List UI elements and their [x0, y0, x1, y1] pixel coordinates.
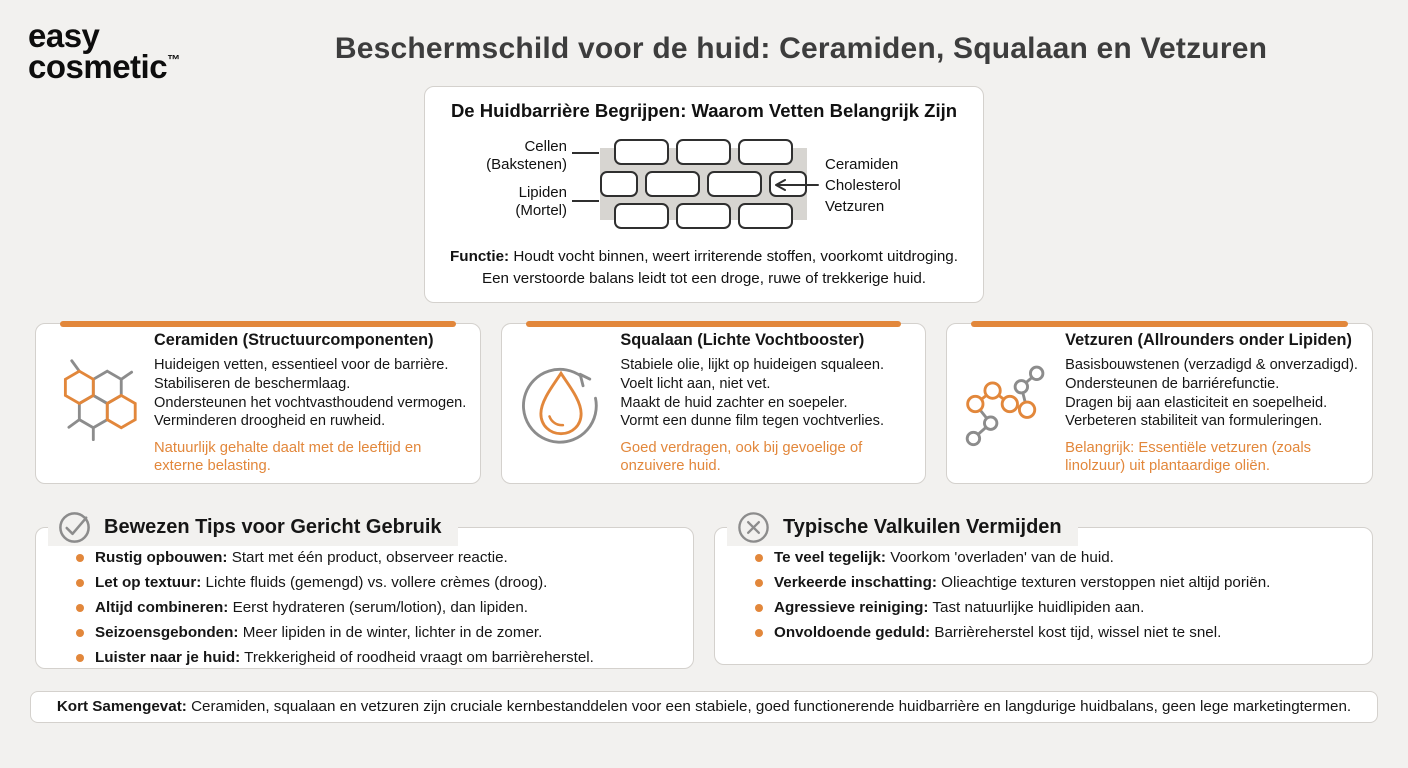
- arrow-left-icon: [769, 179, 819, 191]
- bullet-dot-icon: [755, 579, 763, 587]
- bullet-dot-icon: [76, 579, 84, 587]
- bullet-dot-icon: [755, 604, 763, 612]
- trademark-symbol: ™: [167, 52, 181, 68]
- fatty-acid-chain-icon: [957, 358, 1055, 450]
- brick: [738, 203, 793, 229]
- brick-row: [600, 139, 807, 165]
- brick: [707, 171, 762, 197]
- card-highlight: Belangrijk: Essentiële vetzuren (zoals linolzuur) uit plantaardige oliën.: [1065, 439, 1312, 475]
- summary-bar: Kort Samengevat: Ceramiden, squalaan en vetzuren zijn cruciale kernbestanddelen voor een stabiele, goed functionerende huidbarrière en langdurige huidbalans, geen lege marketingtermen.: [30, 691, 1378, 723]
- x-circle-icon: [735, 509, 772, 546]
- list-item: Agressieve reiniging: Tast natuurlijke huidlipiden aan.: [755, 598, 1354, 618]
- brick: [614, 139, 669, 165]
- ingredient-cards: [35, 323, 1373, 484]
- logo-line-2: cosmetic: [28, 48, 168, 86]
- card-accent-bar: [526, 321, 901, 327]
- tips-panel: [35, 516, 694, 669]
- easycosmetic-logo: [28, 17, 228, 86]
- brick: [600, 171, 638, 197]
- brick: [738, 139, 793, 165]
- barrier-function-text: Functie: Houdt vocht binnen, weert irriterende stoffen, voorkomt uitdroging. Een verstoorde balans leidt tot een droge, ruwe of trekkerige huid.: [450, 248, 958, 287]
- cells-connector-line: [572, 152, 599, 154]
- card-title: Vetzuren (Allrounders onder Lipiden): [1065, 331, 1352, 350]
- header: [0, 0, 1408, 86]
- list-item: Seizoensgebonden: Meer lipiden in de winter, lichter in de zomer.: [76, 623, 675, 643]
- brick: [614, 203, 669, 229]
- card-highlight: Goed verdragen, ook bij gevoelige of onzuivere huid.: [620, 439, 863, 475]
- bullet-dot-icon: [76, 654, 84, 662]
- card-accent-bar: [60, 321, 456, 327]
- card-accent-bar: [971, 321, 1348, 327]
- droplet-icon: [512, 358, 610, 450]
- pitfalls-list: [739, 548, 1354, 643]
- tips-panel-header: [48, 509, 458, 546]
- lipids-label: Lipiden (Mortel): [515, 184, 567, 219]
- bullet-dot-icon: [76, 604, 84, 612]
- card-title: Ceramiden (Structuurcomponenten): [154, 331, 434, 350]
- advice-panels: [35, 516, 1373, 669]
- card-body: Vetzuren (Allrounders onder Lipiden) Basisbouwstenen (verzadigd & onverzadigd). Ondersteunen de barriérefunctie. Dragen bij aan elasticiteit en soepelheid. Verbeteren stabiliteit van formuleringen. Belangrijk: Essentiële vetzuren (zoals linolzuur) uit plantaardige oliën.: [1065, 331, 1358, 475]
- card-body: Squalaan (Lichte Vochtbooster) Stabiele olie, lijkt op huideigen squaleen. Voelt licht aan, niet vet. Maakt de huid zachter en soepeler. Vormt een dunne film tegen vochtverlies. Goed verdragen, ook bij gevoelige of onzuivere huid.: [620, 331, 911, 475]
- list-item: Rustig opbouwen: Start met één product, observeer reactie.: [76, 548, 675, 568]
- card-body: Ceramiden (Structuurcomponenten) Huideigen vetten, essentieel voor de barrière. Stabiliseren de beschermlaag. Ondersteunen het vochtvasthoudend vermogen. Verminderen droogheid en ruwheid. Natuurlijk gehalte daalt met de leeftijd en externe belasting.: [154, 331, 467, 475]
- tips-list: [60, 548, 675, 668]
- bullet-dot-icon: [76, 629, 84, 637]
- barrier-panel-title: De Huidbarrière Begrijpen: Waarom Vetten Belangrijk Zijn: [450, 100, 958, 121]
- brick-wall-diagram: [425, 137, 983, 232]
- page-title: Beschermschild voor de huid: Ceramiden, Squalaan en Vetzuren: [334, 32, 1268, 65]
- card-ceramiden: [35, 323, 481, 484]
- card-title: Squalaan (Lichte Vochtbooster): [620, 331, 865, 350]
- card-squalaan: [501, 323, 926, 484]
- cells-label: Cellen (Bakstenen): [486, 138, 567, 173]
- list-item: Altijd combineren: Eerst hydrateren (serum/lotion), dan lipiden.: [76, 598, 675, 618]
- bullet-dot-icon: [755, 554, 763, 562]
- molecule-icon: [46, 356, 144, 451]
- barrier-explainer-panel: [424, 86, 984, 303]
- list-item: Onvoldoende geduld: Barrièreherstel kost tijd, wissel niet te snel.: [755, 623, 1354, 643]
- list-item: Verkeerde inschatting: Olieachtige texturen verstoppen niet altijd poriën.: [755, 573, 1354, 593]
- brick: [676, 203, 731, 229]
- pitfalls-panel-title: Typische Valkuilen Vermijden: [783, 516, 1062, 539]
- list-item: Let op textuur: Lichte fluids (gemengd) vs. vollere crèmes (droog).: [76, 573, 675, 593]
- lipids-connector-line: [572, 200, 599, 202]
- list-item: Luister naar je huid: Trekkerigheid of roodheid vraagt om barrièreherstel.: [76, 648, 675, 668]
- check-circle-icon: [56, 509, 93, 546]
- tips-panel-title: Bewezen Tips voor Gericht Gebruik: [104, 516, 442, 539]
- bullet-dot-icon: [755, 629, 763, 637]
- pitfalls-panel: [714, 516, 1373, 665]
- brick: [645, 171, 700, 197]
- list-item: Te veel tegelijk: Voorkom 'overladen' van de huid.: [755, 548, 1354, 568]
- pitfalls-panel-header: [727, 509, 1078, 546]
- logo-line-1: easy: [28, 17, 100, 54]
- lipid-components-labels: Ceramiden Cholesterol Vetzuren: [825, 156, 901, 215]
- brick-row: [600, 203, 807, 229]
- brick: [676, 139, 731, 165]
- card-highlight: Natuurlijk gehalte daalt met de leeftijd en externe belasting.: [154, 439, 422, 475]
- card-vetzuren: [946, 323, 1373, 484]
- bullet-dot-icon: [76, 554, 84, 562]
